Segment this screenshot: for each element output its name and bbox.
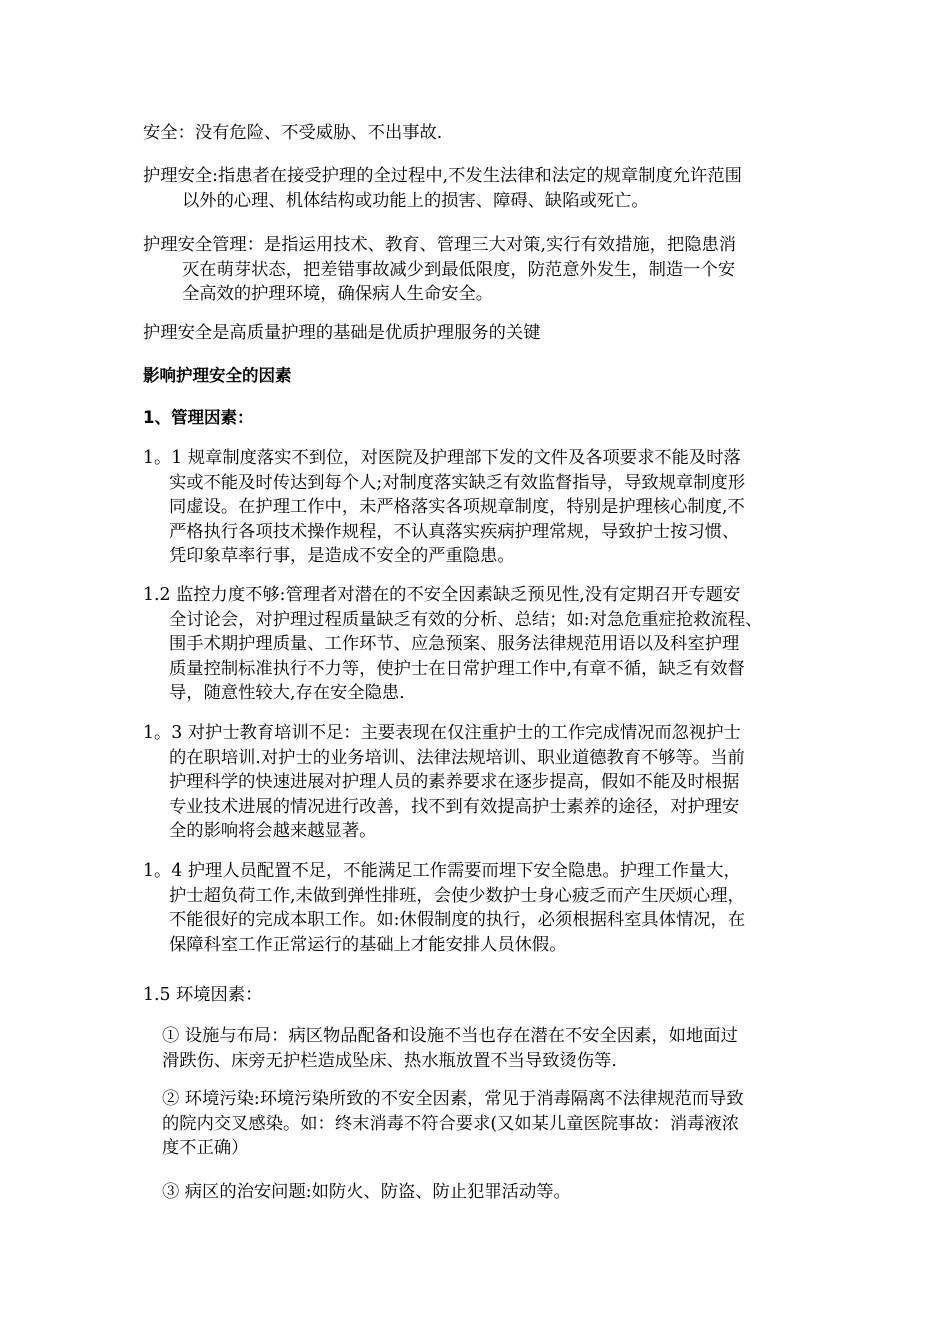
text-line: 实或不能及时传达到每个人;对制度落实缺乏有效监督指导，导致规章制度形 <box>169 472 746 493</box>
text-line: 全高效的护理环境，确保病人生命安全。 <box>182 284 494 305</box>
text-line: 的在职培训.对护士的业务培训、法律法规培训、职业道德教育不够等。当前 <box>169 747 745 768</box>
text-line: 全的影响将会越来越显著。 <box>169 821 377 842</box>
text-line: 专业技术进展的情况进行改善，找不到有效提高护士素养的途径，对护理安 <box>169 796 740 817</box>
paragraph-safety-management <box>143 233 808 307</box>
text-line: 导，随意性较大,存在安全隐患. <box>169 683 405 704</box>
paragraph-1-4 <box>143 859 808 957</box>
paragraph-safety-definition <box>143 121 808 146</box>
text-line: ② 环境污染:环境污染所致的不安全因素，常见于消毒隔离不法律规范而导致 <box>162 1089 744 1109</box>
text-line: 质量控制标准执行不力等，使护士在日常护理工作中,有章不循，缺乏有效督 <box>169 658 745 679</box>
paragraph-security <box>162 1180 812 1205</box>
text-line: 1。1 规章制度落实不到位，对医院及护理部下发的文件及各项要求不能及时落 <box>143 448 741 468</box>
paragraph-1-5 <box>143 983 808 1008</box>
text-line: 安全：没有危险、不受威胁、不出事故. <box>143 123 443 143</box>
text-line: 不能很好的完成本职工作。如:休假制度的执行，必须根据科室具体情况，在 <box>169 910 746 931</box>
paragraph-1-1 <box>143 446 808 569</box>
text-line: 护士超负荷工作,未做到弹性排班，会使少数护士身心疲乏而产生厌烦心理， <box>169 885 745 906</box>
text-line: 全讨论会，对护理过程质量缺乏有效的分析、总结；如:对急危重症抢救流程、 <box>169 609 763 630</box>
text-line: 同虚设。在护理工作中，未严格落实各项规章制度，特别是护理核心制度,不 <box>169 497 745 518</box>
text-line: 保障科室工作正常运行的基础上才能安排人员休假。 <box>169 934 567 955</box>
text-line: 护理科学的快速进展对护理人员的素养要求在逐步提高，假如不能及时根据 <box>169 772 740 793</box>
paragraph-1-2 <box>143 583 808 706</box>
text-line: ③ 病区的治安问题:如防火、防盗、防止犯罪活动等。 <box>162 1182 571 1202</box>
section-heading: 影响护理安全的因素 <box>143 366 292 385</box>
text-line: 严格执行各项技术操作规程，不认真落实疾病护理常规，导致护士按习惯、 <box>169 521 740 542</box>
text-line: 1。3 对护士教育培训不足：主要表现在仅注重护士的工作完成情况而忽视护士 <box>143 723 741 743</box>
paragraph-nursing-safety <box>143 164 808 213</box>
text-line: 护理安全管理：是指运用技术、教育、管理三大对策,实行有效措施，把隐患消 <box>143 235 737 255</box>
text-line: 凭印象草率行事，是造成不安全的严重隐患。 <box>169 546 515 567</box>
text-line: 滑跌伤、床旁无护栏造成坠床、热水瓶放置不当导致烫伤等. <box>162 1050 617 1071</box>
paragraph-pollution <box>162 1087 812 1161</box>
text-line: 护理安全是高质量护理的基础是优质护理服务的关键 <box>143 323 541 343</box>
text-line: 以外的心理、机体结构或功能上的损害、障碍、缺陷或死亡。 <box>182 190 649 211</box>
text-line: 的院内交叉感染。如：终末消毒不符合要求(又如某儿童医院事故：消毒液浓 <box>162 1113 740 1134</box>
paragraph-facilities <box>162 1024 812 1073</box>
text-line: ① 设施与布局：病区物品配备和设施不当也存在潜在不安全因素，如地面过 <box>162 1026 738 1046</box>
text-line: 围手术期护理质量、工作环节、应急预案、服务法律规范用语以及科室护理 <box>169 634 740 655</box>
text-line: 护理安全:指患者在接受护理的全过程中,不发生法律和法定的规章制度允许范围 <box>143 166 742 186</box>
paragraph-quality-basis <box>143 321 808 346</box>
text-line: 1。4 护理人员配置不足，不能满足工作需要而埋下安全隐患。护理工作量大， <box>143 861 741 881</box>
text-line: 灭在萌芽状态，把差错事故减少到最低限度，防范意外发生，制造一个安 <box>182 259 736 280</box>
text-line: 1.5 环境因素： <box>143 985 263 1005</box>
text-line: 度不正确） <box>162 1138 249 1159</box>
paragraph-1-3 <box>143 721 808 844</box>
text-line: 1.2 监控力度不够:管理者对潜在的不安全因素缺乏预见性,没有定期召开专题安 <box>143 585 741 605</box>
subsection-heading: 1、管理因素： <box>143 408 254 427</box>
